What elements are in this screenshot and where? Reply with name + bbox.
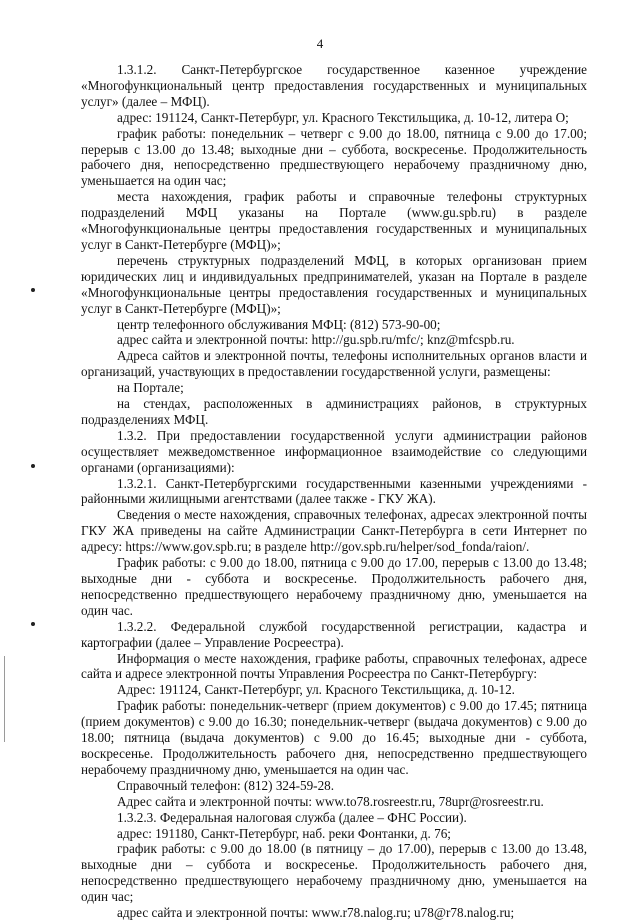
punch-hole-mark [31,622,35,626]
paragraph: график работы: понедельник – четверг с 9.00 до 18.00, пятница с 9.00 до 17.00; перерыв с 13.00 до 13.48; выходные дни – суббота, воскресенье. Продолжительность рабочего дня, непосредственно предшествующего нерабочему праздничному дню, уменьшается на один час; [81,125,587,189]
paragraph: адрес: 191180, Санкт-Петербург, наб. реки Фонтанки, д. 76; [117,825,451,841]
punch-hole-mark [31,464,35,468]
paragraph: адрес сайта и электронной почты: http://gu.spb.ru/mfc/; knz@mfcspb.ru. [117,332,515,348]
paragraph: 1.3.2.1. Санкт-Петербургскими государственными казенными учреждениями - районными жилищными агентствами (далее также - ГКУ ЖА). [81,475,587,507]
paragraph: 1.3.1.2. Санкт-Петербургское государственное казенное учреждение «Многофункциональный центр предоставления государственных и муниципальных услуг» (далее – МФЦ). [81,62,587,109]
paragraph: график работы: с 9.00 до 18.00 (в пятницу – до 17.00), перерыв с 13.00 до 13.48, выходные дни – суббота и воскресенье. Продолжительность рабочего дня, непосредственно предшествующего нерабочему праздничному дню, уменьшается на один час; [81,841,587,905]
document-body [81,62,587,921]
paragraph: перечень структурных подразделений МФЦ, в которых организован прием юридических лиц и индивидуальных предпринимателей, указан на Портале в разделе «Многофункциональные центры предоставления государственных и муниципальных услуг в Санкт-Петербурге (МФЦ)»; [81,252,587,316]
paragraph: 1.3.2.3. Федеральная налоговая служба (далее – ФНС России). [117,809,467,825]
paragraph: Адрес сайта и электронной почты: www.to78.rosreestr.ru, 78upr@rosreestr.ru. [117,793,544,809]
page-number: 4 [316,36,324,51]
scan-edge-line [4,656,5,742]
punch-hole-mark [31,288,35,292]
paragraph: Информация о месте нахождения, графике работы, справочных телефонах, адресе сайта и адресе электронной почты Управления Росреестра по Санкт-Петербургу: [81,650,587,682]
paragraph: на Портале; [117,380,184,396]
paragraph: адрес сайта и электронной почты: www.r78.nalog.ru; u78@r78.nalog.ru; [117,905,515,921]
paragraph: места нахождения, график работы и справочные телефоны структурных подразделений МФЦ указаны на Портале (www.gu.spb.ru) в разделе «Многофункциональные центры предоставления государственных и муниципальных услуг в Санкт-Петербурге (МФЦ)»; [81,189,587,252]
paragraph: адрес: 191124, Санкт-Петербург, ул. Красного Текстильщика, д. 10-12, литера О; [117,109,569,125]
paragraph: Справочный телефон: (812) 324-59-28. [117,777,335,793]
paragraph: центр телефонного обслуживания МФЦ: (812) 573-90-00; [117,316,441,332]
paragraph: Сведения о месте нахождения, справочных телефонах, адресах электронной почты ГКУ ЖА приведены на сайте Администрации Санкт-Петербурга в сети Интернет по адресу: https://www.gov.spb.ru; в разделе http://gov.spb.ru/helper/sod_fonda/raion/. [81,507,587,555]
paragraph: График работы: с 9.00 до 18.00, пятница с 9.00 до 17.00, перерыв с 13.00 до 13.48; выходные дни - суббота и воскресенье. Продолжительность рабочего дня, непосредственно предшествующего нерабочему праздничному дню, уменьшается на один час. [81,555,587,618]
paragraph: на стендах, расположенных в администрациях районов, в структурных подразделениях МФЦ. [81,396,587,427]
paragraph: 1.3.2.2. Федеральной службой государственной регистрации, кадастра и картографии (далее – Управление Росреестра). [81,618,587,650]
paragraph: График работы: понедельник-четверг (прием документов) с 9.00 до 17.45; пятница (прием документов) с 9.00 до 16.30; понедельник-четверг (выдача документов) с 9.00 до 18.00; пятница (выдача документов) с 9.00 до 16.45; выходные дни - суббота, воскресенье. Продолжительность рабочего дня, непосредственно предшествующего нерабочему праздничному дню, уменьшается на один час. [81,698,587,777]
paragraph: Адреса сайтов и электронной почты, телефоны исполнительных органов власти и организаций, участвующих в предоставлении государственной услуги, размещены: [81,348,587,380]
paragraph: Адрес: 191124, Санкт-Петербург, ул. Красного Текстильщика, д. 10-12. [117,682,515,698]
paragraph: 1.3.2. При предоставлении государственной услуги администрации районов осуществляет межведомственное информационное взаимодействие со следующими органами (организациями): [81,427,587,475]
